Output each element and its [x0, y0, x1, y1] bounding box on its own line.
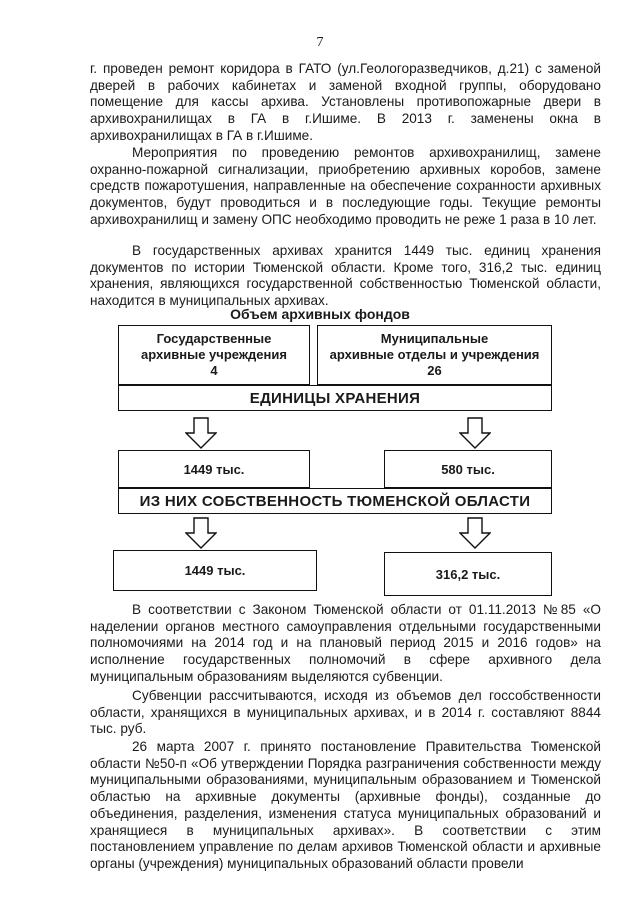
paragraph-renovation: г. проведен ремонт коридора в ГАТО (ул.Геологоразведчиков, д.21) с заменой дверей в рабочих кабинетах и заменой входной группы, оборудовано помещение для кассы архива. Установлены противопожарные двери в архивохранилищах в ГА в г.Ишиме. В 2013 г. заменены окна в архивохранилищах в ГА в г.Ишиме. [90, 61, 601, 143]
municipal-units-box: 580 тыс. [384, 450, 552, 488]
municipal-archives-line1: Муниципальные [380, 331, 489, 346]
paragraph-resolution: 26 марта 2007 г. принято постановление Правительства Тюменской области №50-п «Об утверждении Порядка разграничения собственности между муниципальными образованиями, муниципальным образованием и Тюменской областью на архивные документы (архивные фонды), созданные до объединения, разделения, изменения статуса муниципальных образований и хранящиеся в муниципальных архивах». В соответствии с этим постановлением управление по делам архивов Тюменской области и архивные органы (учреждения) муниципальных образований области провели [90, 739, 601, 871]
paragraph-law-subventions: В соответствии с Законом Тюменской области от 01.11.2013 №85 «О наделении органов местного самоуправления отдельными государственными полномочиями на 2014 год и на плановый период 2015 и 2016 годов» на исполнение государственных полномочий в сфере архивного дела муниципальным образованиям выделяются субвенции. [90, 602, 601, 684]
state-archives-line2: архивные учреждения [141, 347, 287, 362]
paragraph-repair-measures: Мероприятия по проведению ремонтов архивохранилищ, замене охранно-пожарной сигнализации, приобретению архивных коробов, замене средств пожаротушения, направленные на обеспечение сохранности архивных документов, будут проводиться и в последующие годы. Текущие ремонты архивохранилищ и замену ОПС необходимо проводить не реже 1 раза в 10 лет. [90, 145, 601, 227]
down-arrow-icon [185, 417, 217, 449]
state-archives-count: 4 [210, 363, 218, 378]
municipal-archives-box [317, 325, 552, 385]
municipal-archives-count: 26 [427, 363, 442, 378]
state-archives-line1: Государственные [156, 331, 272, 346]
chart-title: Объем архивных фондов [230, 306, 410, 322]
page-number: 7 [316, 35, 324, 50]
state-units-box: 1449 тыс. [118, 450, 310, 488]
ownership-band: ИЗ НИХ СОБСТВЕННОСТЬ ТЮМЕНСКОЙ ОБЛАСТИ [118, 488, 552, 514]
down-arrow-icon [459, 417, 491, 449]
down-arrow-icon [459, 517, 491, 549]
state-owned-box: 1449 тыс. [113, 550, 317, 591]
paragraph-storage-units: В государственных архивах хранится 1449 тыс. единиц хранения документов по истории Тюменской области. Кроме того, 316,2 тыс. единиц хранения, являющихся государственной собственностью Тюменской области, находится в муниципальных архивах. [90, 243, 601, 309]
storage-units-band: ЕДИНИЦЫ ХРАНЕНИЯ [118, 385, 552, 411]
municipal-owned-box: 316,2 тыс. [384, 552, 552, 596]
municipal-archives-line2: архивные отделы и учреждения [329, 347, 540, 362]
paragraph-subvention-calc: Субвенции рассчитываются, исходя из объемов дел госсобственности области, хранящихся в муниципальных архивах, и в 2014 г. составляют 8844 тыс. руб. [90, 688, 601, 737]
state-archives-box [118, 325, 310, 385]
down-arrow-icon [185, 517, 217, 549]
